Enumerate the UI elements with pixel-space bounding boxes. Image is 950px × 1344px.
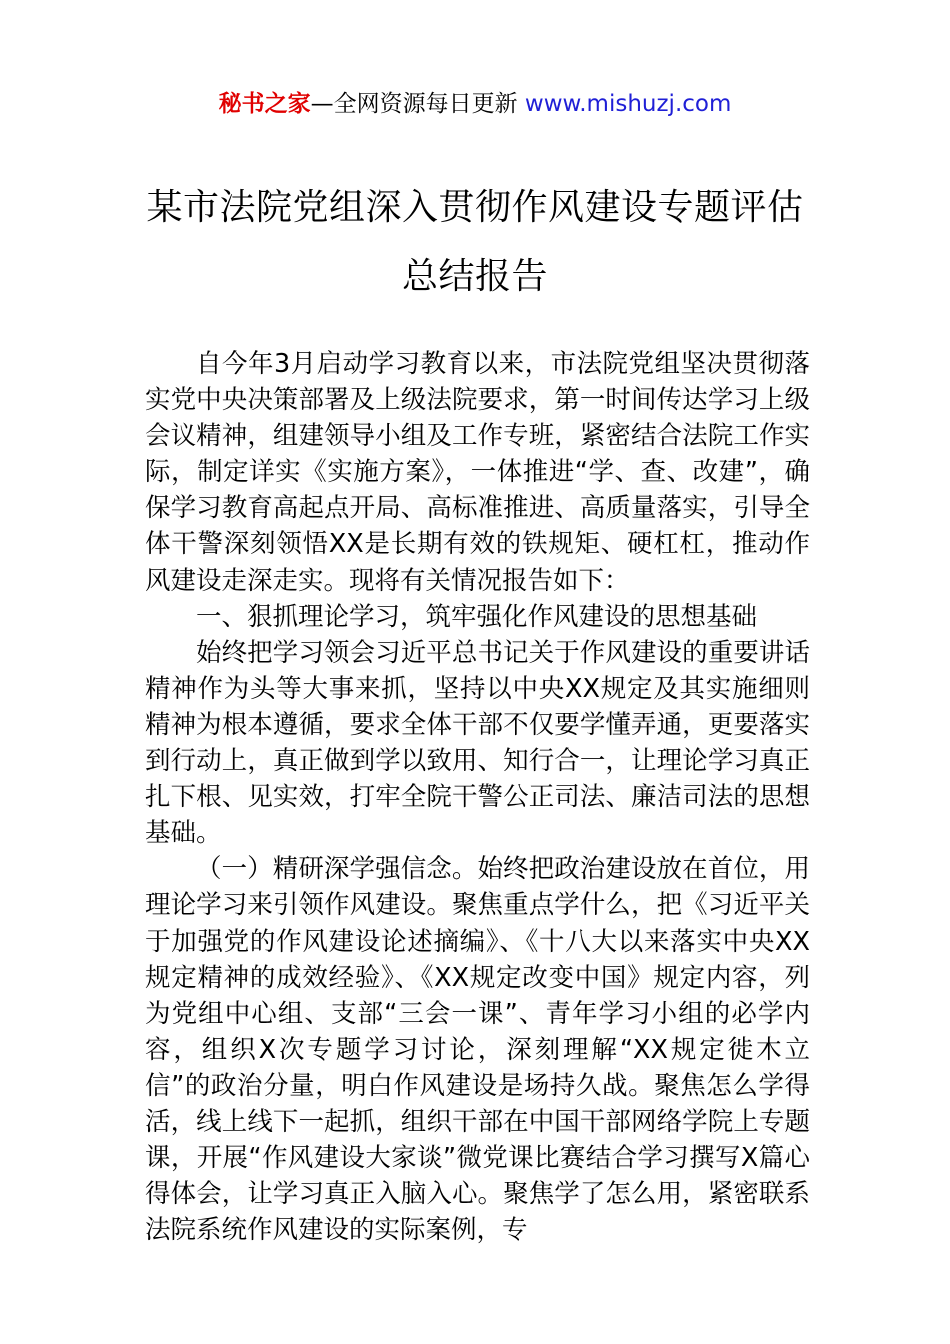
site-tagline: —全网资源每日更新 xyxy=(310,91,525,117)
document-title-line-1: 某市法院党组深入贯彻作风建设专题评估 xyxy=(146,187,804,228)
document-title-line-2: 总结报告 xyxy=(401,256,548,297)
site-header xyxy=(0,86,950,122)
subsection-paragraph: （一）精研深学强信念。始终把政治建设放在首位，用理论学习来引领作风建设。聚焦重点学什么，把《习近平关于加强党的作风建设论述摘编》、《十八大以来落实中央XX规定精神的成效经验》、《XX规定改变中国》规定内容，列为党组中心组、支部“三会一课”、青年学习小组的必学内容，组织X次专题学习讨论，深刻理解“XX规定徙木立信”的政治分量，明白作风建设是场持久战。聚焦怎么学得活，线上线下一起抓，组织干部在中国干部网络学院上专题课，开展“作风建设大家谈”微党课比赛结合学习撰写X篇心得体会，让学习真正入脑入心。聚焦学了怎么用，紧密联系法院系统作风建设的实际案例，专 xyxy=(145,854,810,1246)
intro-paragraph: 自今年3月启动学习教育以来，市法院党组坚决贯彻落实党中央决策部署及上级法院要求，第一时间传达学习上级会议精神，组建领导小组及工作专班，紧密结合法院工作实际，制定详实《实施方案》，一体推进“学、查、改建”，确保学习教育高起点开局、高标准推进、高质量落实，引导全体干警深刻领悟XX是长期有效的铁规矩、硬杠杠，推动作风建设走深走实。现将有关情况报告如下： xyxy=(145,349,810,596)
document-body xyxy=(145,346,810,1248)
site-url-link[interactable]: www.mishuzj.com xyxy=(524,91,732,117)
section-paragraph: 始终把学习领会习近平总书记关于作风建设的重要讲话精神作为头等大事来抓，坚持以中央XX规定及其实施细则精神为根本遵循，要求全体干部不仅要学懂弄通，更要落实到行动上，真正做到学以致用、知行合一，让理论学习真正扎下根、见实效，打牢全院干警公正司法、廉洁司法的思想基础。 xyxy=(145,637,810,849)
section-heading: 一、狠抓理论学习，筑牢强化作风建设的思想基础 xyxy=(196,601,758,632)
site-brand: 秘书之家 xyxy=(218,91,311,117)
